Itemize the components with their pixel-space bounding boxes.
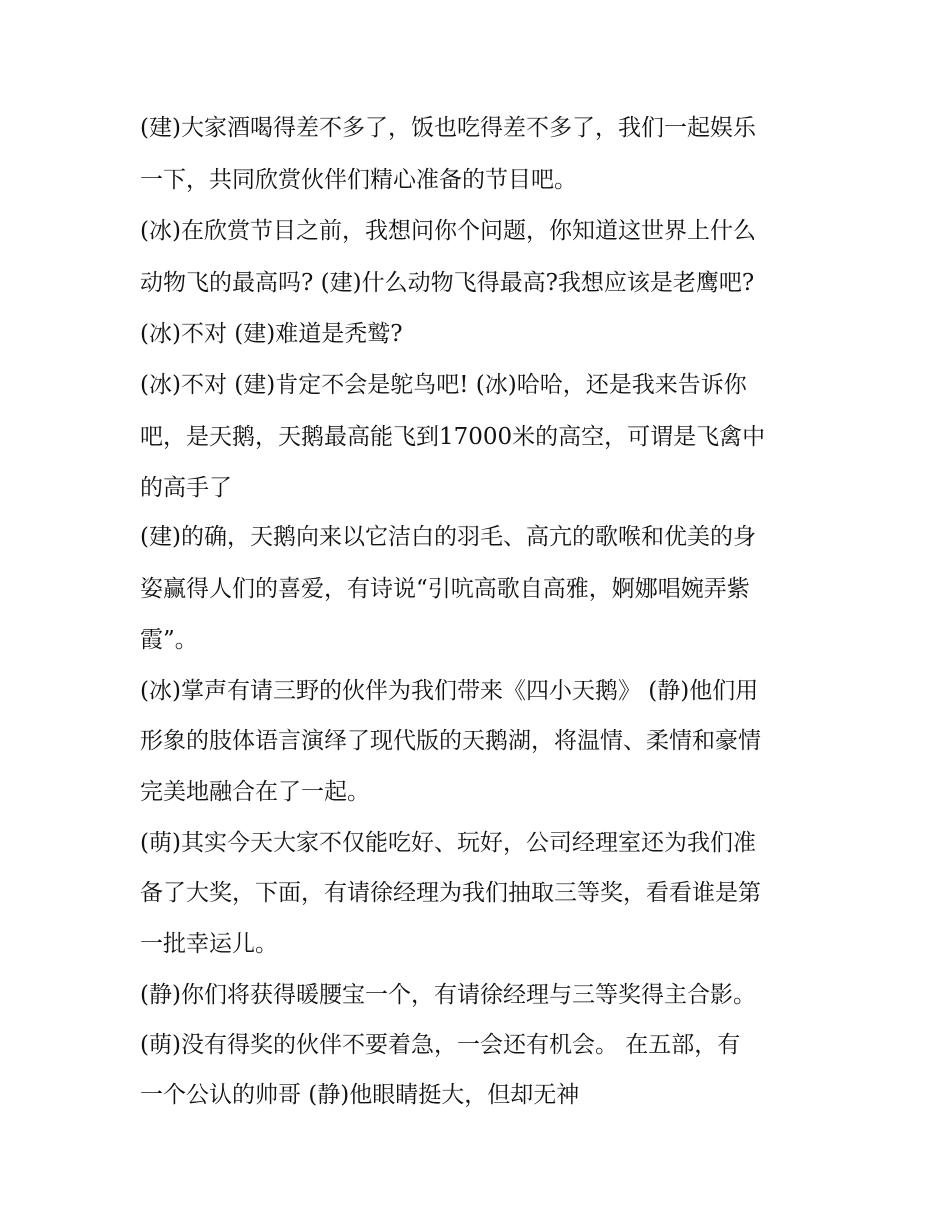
text-line: (建)的确，天鹅向来以它洁白的羽毛、高亢的歌喉和优美的身 bbox=[140, 524, 756, 550]
text-line: (萌)其实今天大家不仅能吃好、玩好，公司经理室还为我们准 bbox=[140, 830, 756, 856]
text-line: (冰)掌声有请三野的伙伴为我们带来《四小天鹅》 (静)他们用 bbox=[140, 678, 759, 704]
text-line: (静)你们将获得暖腰宝一个，有请徐经理与三等奖得主合影。 bbox=[140, 982, 756, 1008]
text-line: 一个公认的帅哥 (静)他眼睛挺大，但却无神 bbox=[140, 1082, 580, 1108]
text-line: 完美地融合在了一起。 bbox=[140, 779, 370, 805]
text-line: 备了大奖，下面，有请徐经理为我们抽取三等奖，看看谁是第 bbox=[140, 880, 761, 906]
text-line: 吧，是天鹅，天鹅最高能飞到17000米的高空，可谓是飞禽中 bbox=[140, 424, 766, 450]
text-line: 形象的肢体语言演绎了现代版的天鹅湖，将温情、柔情和豪情 bbox=[140, 728, 761, 754]
text-line: (萌)没有得奖的伙伴不要着急，一会还有机会。 在五部，有 bbox=[140, 1032, 741, 1058]
text-line: 的高手了 bbox=[140, 475, 232, 501]
text-line: (建)大家酒喝得差不多了，饭也吃得差不多了，我们一起娱乐 bbox=[140, 115, 756, 141]
text-line: (冰)在欣赏节目之前，我想问你个问题，你知道这世界上什么 bbox=[140, 218, 756, 244]
text-line: 姿赢得人们的喜爱，有诗说“引吭高歌自高雅，婀娜唱婉弄紫 bbox=[140, 576, 750, 602]
text-line: 霞”。 bbox=[140, 627, 198, 653]
text-line: 一下，共同欣赏伙伴们精心准备的节目吧。 bbox=[140, 167, 577, 193]
text-line: 一批幸运儿。 bbox=[140, 931, 278, 957]
text-line: (冰)不对 (建)难道是秃鹫? bbox=[140, 321, 403, 347]
text-line: (冰)不对 (建)肯定不会是鸵鸟吧! (冰)哈哈，还是我来告诉你 bbox=[140, 372, 747, 398]
text-line: 动物飞的最高吗? (建)什么动物飞得最高?我想应该是老鹰吧? bbox=[140, 270, 755, 296]
